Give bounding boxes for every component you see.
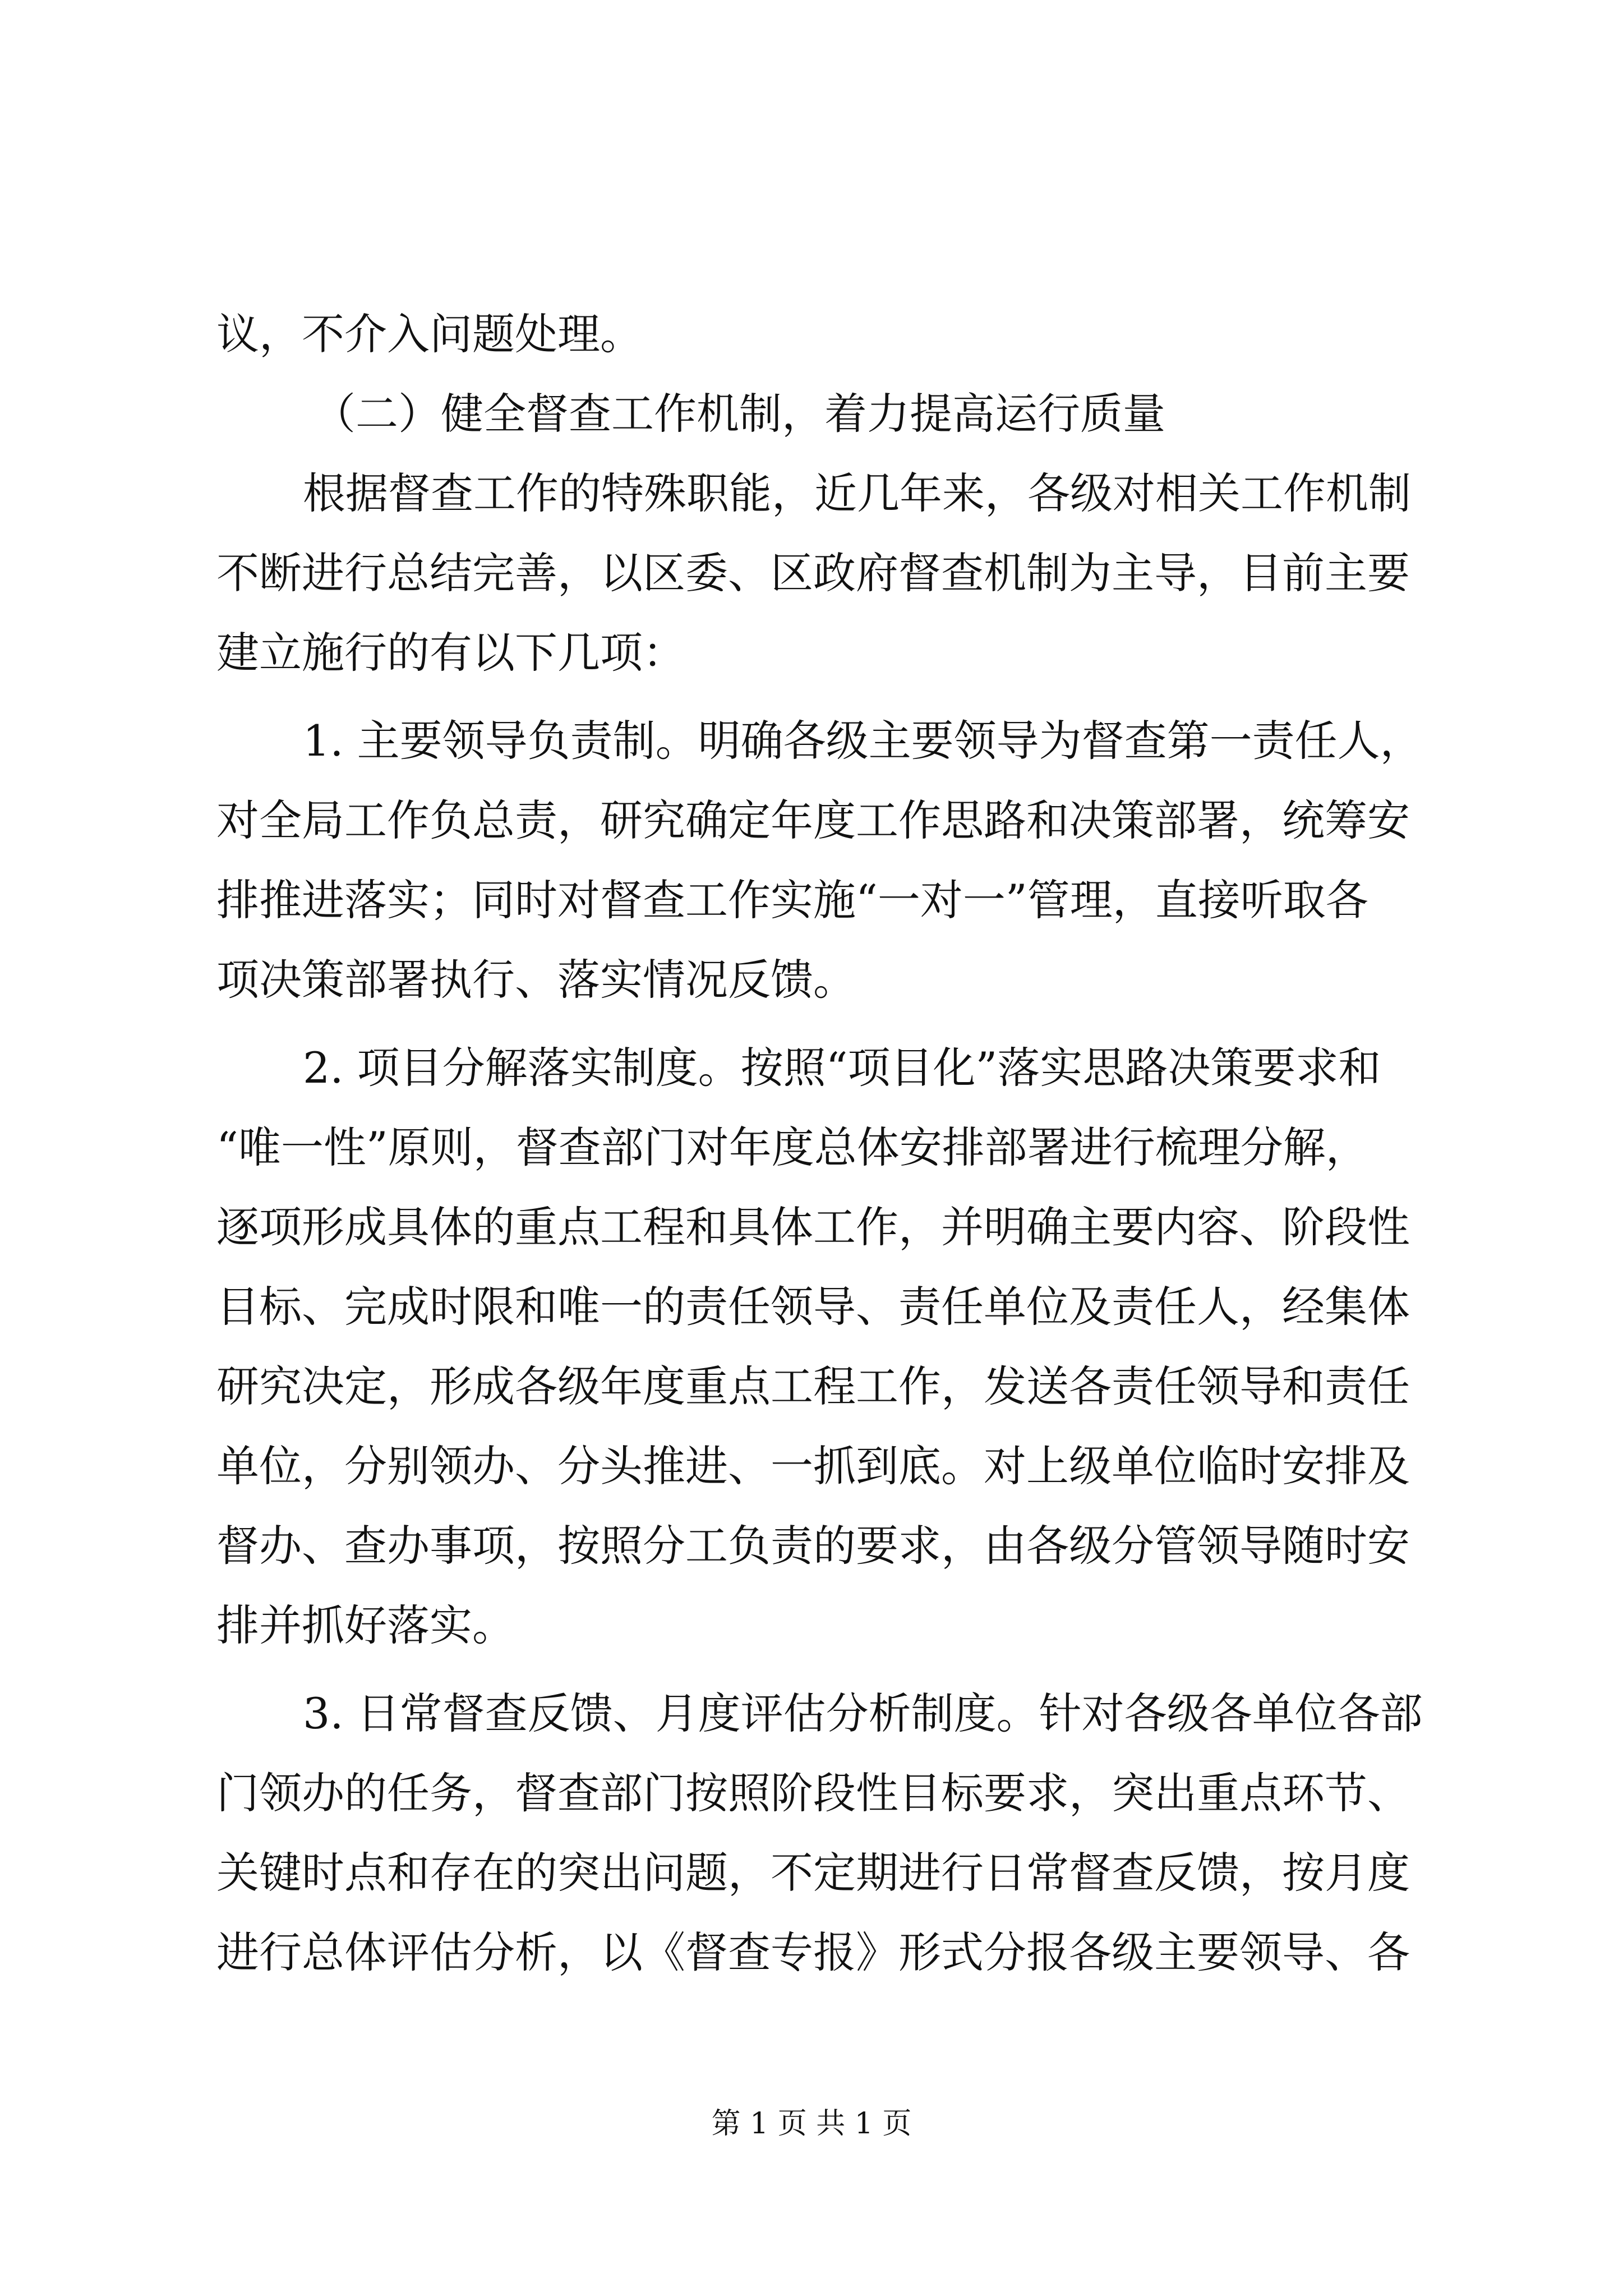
paragraph-line: 议，不介入问题处理。 xyxy=(216,309,643,359)
paragraph-line: 对全局工作负总责，研究确定年度工作思路和决策部署，统筹安 xyxy=(216,795,1410,845)
paragraph-line: 研究决定，形成各级年度重点工程工作，发送各责任领导和责任 xyxy=(216,1361,1410,1411)
paragraph-line: 督办、查办事项，按照分工负责的要求，由各级分管领导随时安 xyxy=(216,1521,1410,1571)
paragraph-line: 项决策部署执行、落实情况反馈。 xyxy=(216,955,856,1005)
paragraph-line: 单位，分别领办、分头推进、一抓到底。对上级单位临时安排及 xyxy=(216,1441,1410,1491)
paragraph-line: 逐项形成具体的重点工程和具体工作，并明确主要内容、阶段性 xyxy=(216,1202,1410,1252)
paragraph-line: 目标、完成时限和唯一的责任领导、责任单位及责任人，经集体 xyxy=(216,1282,1410,1332)
paragraph-line: 建立施行的有以下几项： xyxy=(216,628,685,678)
paragraph-line: 进行总体评估分析，以《督查专报》形式分报各级主要领导、各 xyxy=(216,1927,1410,1977)
paragraph-line: 不断进行总结完善，以区委、区政府督查机制为主导，目前主要 xyxy=(216,548,1410,598)
paragraph-line: 排并抓好落实。 xyxy=(216,1600,515,1650)
paragraph-line: 排推进落实；同时对督查工作实施“一对一”管理，直接听取各 xyxy=(216,875,1368,925)
list-item-heading: 3. 日常督查反馈、月度评估分析制度。针对各级各单位各部 xyxy=(303,1688,1423,1738)
page-footer: 第 1 页 共 1 页 xyxy=(711,2107,912,2141)
section-heading: （二）健全督查工作机制，着力提高运行质量 xyxy=(313,389,1165,439)
paragraph-line: 关键时点和存在的突出问题，不定期进行日常督查反馈，按月度 xyxy=(216,1848,1410,1898)
list-item-heading: 1. 主要领导负责制。明确各级主要领导为督查第一责任人， xyxy=(303,716,1423,766)
paragraph-line: 根据督查工作的特殊职能，近几年来，各级对相关工作机制 xyxy=(303,468,1411,518)
paragraph-line: 门领办的任务，督查部门按照阶段性目标要求，突出重点环节、 xyxy=(216,1768,1410,1818)
list-item-heading: 2. 项目分解落实制度。按照“项目化”落实思路决策要求和 xyxy=(303,1043,1381,1093)
paragraph-line: “唯一性”原则，督查部门对年度总体安排部署进行梳理分解， xyxy=(216,1122,1368,1172)
